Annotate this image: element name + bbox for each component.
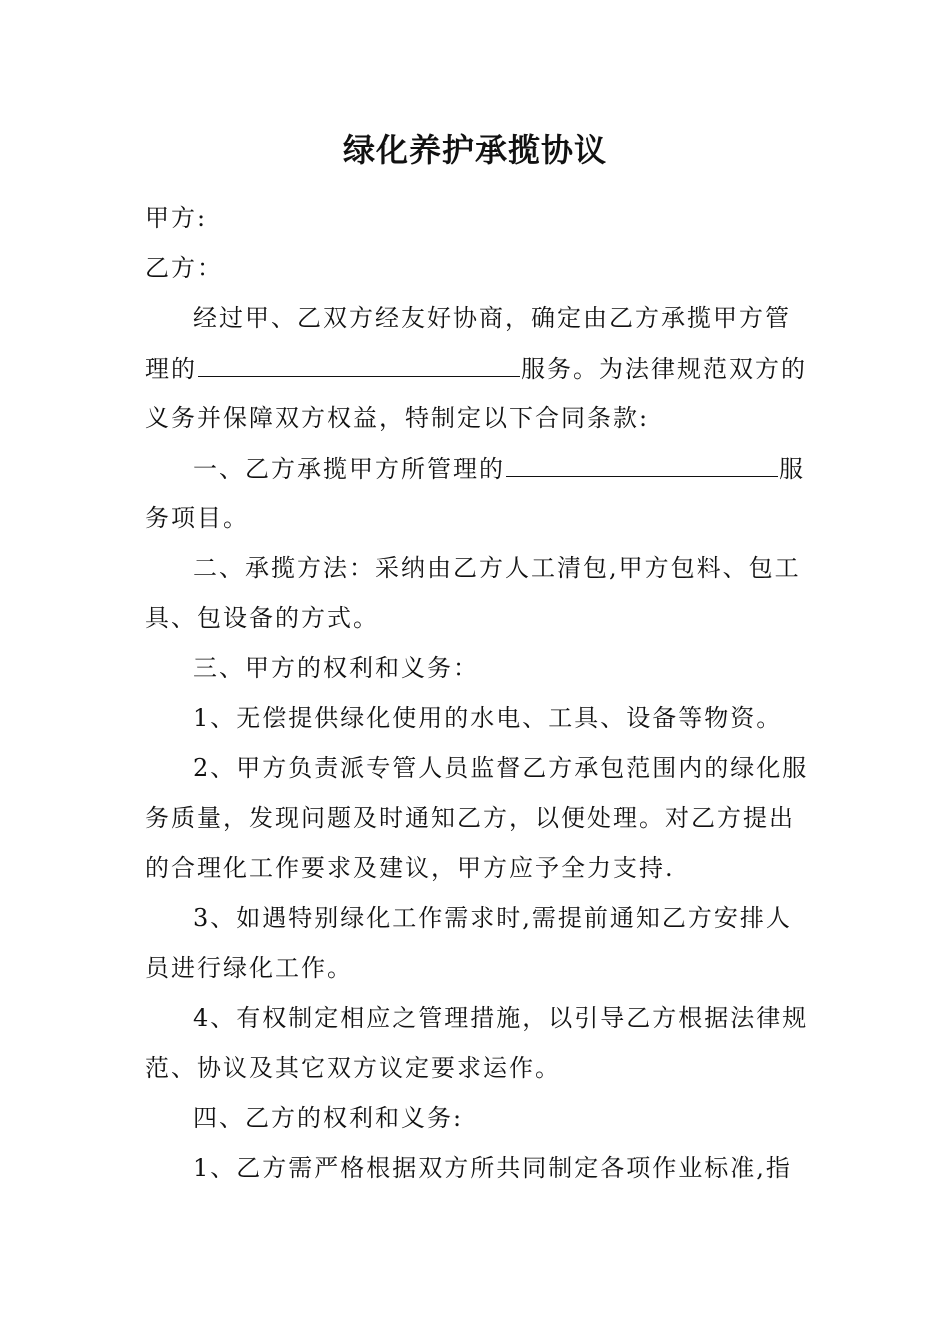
- service-name-blank: [198, 352, 520, 377]
- clause-3-item-3-line-1: 3、如遇特别绿化工作需求时,需提前通知乙方安排人: [193, 904, 792, 932]
- intro-line-2-suffix: 服务。为法律规范双方的: [521, 355, 807, 383]
- clause-3-item-2-line-1: 2、甲方负责派专管人员监督乙方承包范围内的绿化服: [193, 754, 809, 782]
- clause-2-line-1: 二、承揽方法：采纳由乙方人工清包,甲方包料、包工: [193, 554, 801, 582]
- intro-line-2-prefix: 理的: [145, 355, 197, 383]
- party-b-label: 乙方：: [145, 254, 223, 282]
- clause-1-suffix: 服: [779, 455, 805, 483]
- clause-3-item-4-line-2: 范、协议及其它双方议定要求运作。: [145, 1054, 561, 1082]
- intro-line-2: [145, 352, 807, 385]
- document-title: 绿化养护承揽协议: [342, 131, 607, 169]
- clause-4-heading: 四、乙方的权利和义务:: [193, 1104, 464, 1132]
- clause-1-line-1: [193, 452, 805, 485]
- clause-3-item-4-line-1: 4、有权制定相应之管理措施，以引导乙方根据法律规: [193, 1004, 809, 1032]
- clause-3-item-2-line-3: 的合理化工作要求及建议，甲方应予全力支持.: [145, 854, 675, 882]
- clause-3-item-3-line-2: 员进行绿化工作。: [145, 954, 353, 982]
- clause-1-line-2: 务项目。: [145, 504, 249, 532]
- clause-2-line-2: 具、包设备的方式。: [145, 604, 379, 632]
- clause-3-item-1: 1、无偿提供绿化使用的水电、工具、设备等物资。: [193, 704, 783, 732]
- clause-3-item-2-line-2: 务质量，发现问题及时通知乙方，以便处理。对乙方提出: [145, 804, 795, 832]
- service-item-blank: [506, 452, 778, 477]
- clause-3-heading: 三、甲方的权利和义务：: [193, 654, 479, 682]
- intro-line-3: 义务并保障双方权益，特制定以下合同条款:: [145, 404, 650, 432]
- party-a-label: 甲方:: [145, 204, 208, 232]
- clause-4-item-1-line-1: 1、乙方需严格根据双方所共同制定各项作业标准,指: [193, 1154, 792, 1182]
- clause-1-prefix: 一、乙方承揽甲方所管理的: [193, 455, 505, 483]
- intro-line-1: 经过甲、乙双方经友好协商，确定由乙方承揽甲方管: [193, 304, 791, 332]
